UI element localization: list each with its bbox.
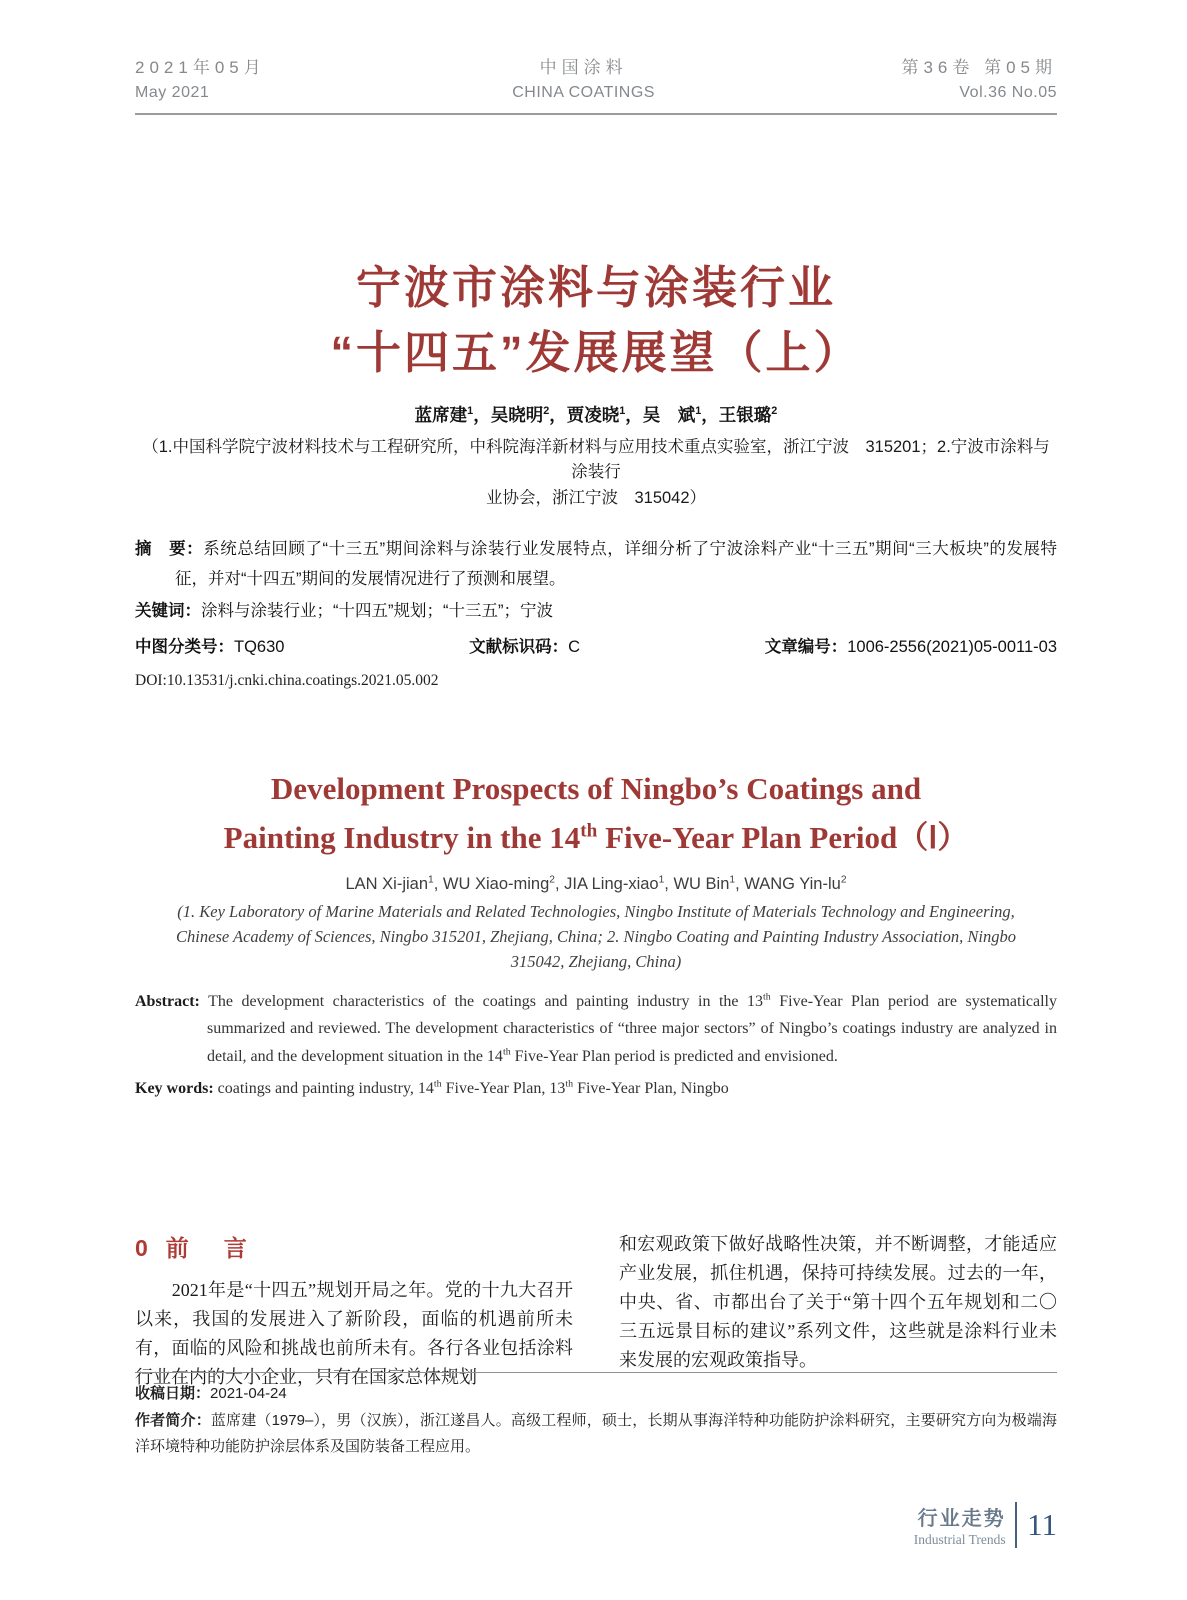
body-column-right [619, 1230, 1057, 1392]
affiliation-cn-line1: （1.中国科学院宁波材料技术与工程研究所，中科院海洋新材料与应用技术重点实验室，浙江宁波 315201；2.宁波市涂料与涂装行 [142, 437, 1050, 482]
authors-en: LAN Xi-jian$^1$, WU Xiao-ming$^2$, JIA Ling-xiao$^1$, WU Bin$^1$, WANG Yin-$lu^2$ [345, 874, 847, 894]
page-footer [914, 1502, 1057, 1548]
article-title-en-line2: Painting Industry in the 14th Five-Year Plan Period（Ⅰ） [223, 820, 969, 856]
journal-header [135, 0, 1057, 115]
clc-number: 中图分类号：TQ630 [135, 638, 285, 657]
body-columns [135, 1230, 1057, 1392]
article-title-cn [135, 255, 1057, 386]
section-heading [135, 1230, 573, 1263]
abstract-cn [135, 535, 1057, 594]
volume-issue-en: Vol.36 No.05 [959, 84, 1057, 102]
document-code: 文献标识码：C [469, 638, 581, 657]
abstract-en-label: Abstract: [135, 993, 200, 1011]
header-date-cn: 2021年05月 [135, 58, 266, 77]
header-journal-name [512, 55, 655, 106]
section-number: 0 [135, 1235, 148, 1262]
abstract-cn-text: 系统总结回顾了“十三五”期间涂料与涂装行业发展特点，详细分析了宁波涂料产业“十三五”期间“三大板块”的发展特征，并对“十四五”期间的发展情况进行了预测和展望。 [175, 540, 1058, 589]
keywords-cn [135, 597, 1057, 627]
section-title: 前 言 [165, 1235, 253, 1262]
keywords-cn-text: 涂料与涂装行业；“十四五”规划；“十三五”；宁波 [201, 601, 553, 620]
keywords-cn-label: 关键词： [135, 601, 201, 620]
author-bio: 作者简介：蓝席建（1979–），男（汉族），浙江遂昌人。高级工程师，硕士，长期从事海洋特种功能防护涂料研究，主要研究方向为极端海洋环境特种功能防护涂层体系及国防装备工程应用。 [135, 1411, 1057, 1456]
meta-en [135, 988, 1057, 1102]
journal-name-en: CHINA COATINGS [512, 84, 655, 102]
affiliation-en-line2: Chinese Academy of Sciences, Ningbo 315201, Zhejiang, China; 2. Ningbo Coating and Painting Industry Association, Ningbo [176, 926, 1016, 946]
body-column-left [135, 1230, 573, 1392]
classification-row [135, 633, 1057, 663]
header-date-en: May 2021 [135, 84, 210, 102]
page-number: 11 [1027, 1507, 1057, 1542]
article-id: 文章编号：1006-2556(2021)05-0011-03 [764, 638, 1057, 657]
keywords-en [135, 1075, 1057, 1102]
abstract-en-text: The development characteristics of the coatings and painting industry in the 13th Five-Year Plan period are systematically summarized and reviewed. The development characteristics of “three major sectors” of Ningbo’s coatings industry are analyzed in detail, and the development situation in the 14th Five-Year Plan period is predicted and envisioned. [207, 991, 1057, 1065]
keywords-en-text: coatings and painting industry, 14th Five-Year Plan, 13th Five-Year Plan, Ningbo [217, 1078, 729, 1097]
meta-cn [135, 535, 1057, 690]
affiliation-cn-line2: 业协会，浙江宁波 315042） [485, 488, 707, 507]
paragraph-right: 和宏观政策下做好战略性决策，并不断调整，才能适应产业发展，抓住机遇，保持可持续发展。过去的一年，中央、省、市都出台了关于“第十四个五年规划和二〇三五远景目标的建议”系列文件，这些就是涂料行业未来发展的宏观政策指导。 [619, 1234, 1057, 1371]
footer-section-cn: 行业走势 [917, 1508, 1006, 1530]
footer-section [914, 1502, 1006, 1548]
affiliation-en [135, 900, 1057, 974]
journal-name-cn: 中国涂料 [539, 58, 628, 77]
article-title-cn-line1: 宁波市涂料与涂装行业 [355, 262, 836, 314]
footnote [135, 1372, 1057, 1461]
footer-divider [1015, 1502, 1018, 1548]
paragraph-left: 2021年是“十四五”规划开局之年。党的十九大召开以来，我国的发展进入了新阶段，面临的机遇前所未有，面临的风险和挑战也前所未有。各行各业包括涂料行业在内的大小企业，只有在国家总体规划 [135, 1280, 573, 1388]
volume-issue-cn: 第36卷 第05期 [901, 58, 1057, 77]
header-date [135, 55, 266, 106]
authors-cn: 蓝席建$^1$，吴晓明$^2$，贾凌晓$^1$，吴 斌$^1$，王银璐$^2$ [414, 404, 778, 425]
footer-section-en: Industrial Trends [913, 1532, 1006, 1547]
affiliation-cn [135, 435, 1057, 512]
affiliation-en-line1: (1. Key Laboratory of Marine Materials and Related Technologies, Ningbo Institute of Materials Technology and Engineering, [177, 902, 1015, 922]
affiliation-en-line3: 315042, Zhejiang, China) [510, 951, 682, 971]
header-volume-issue [901, 55, 1057, 106]
abstract-en [135, 988, 1057, 1070]
received-date: 收稿日期：2021-04-24 [135, 1385, 287, 1402]
abstract-cn-label: 摘 要： [135, 540, 204, 559]
article-title-cn-line2: “十四五”发展展望（上） [330, 327, 862, 379]
doi: DOI:10.13531/j.cnki.china.coatings.2021.05.002 [135, 672, 439, 690]
article-title-en [135, 765, 1057, 863]
keywords-en-label: Key words: [135, 1079, 214, 1097]
article-title-en-line1: Development Prospects of Ningbo’s Coatings and [270, 771, 922, 807]
